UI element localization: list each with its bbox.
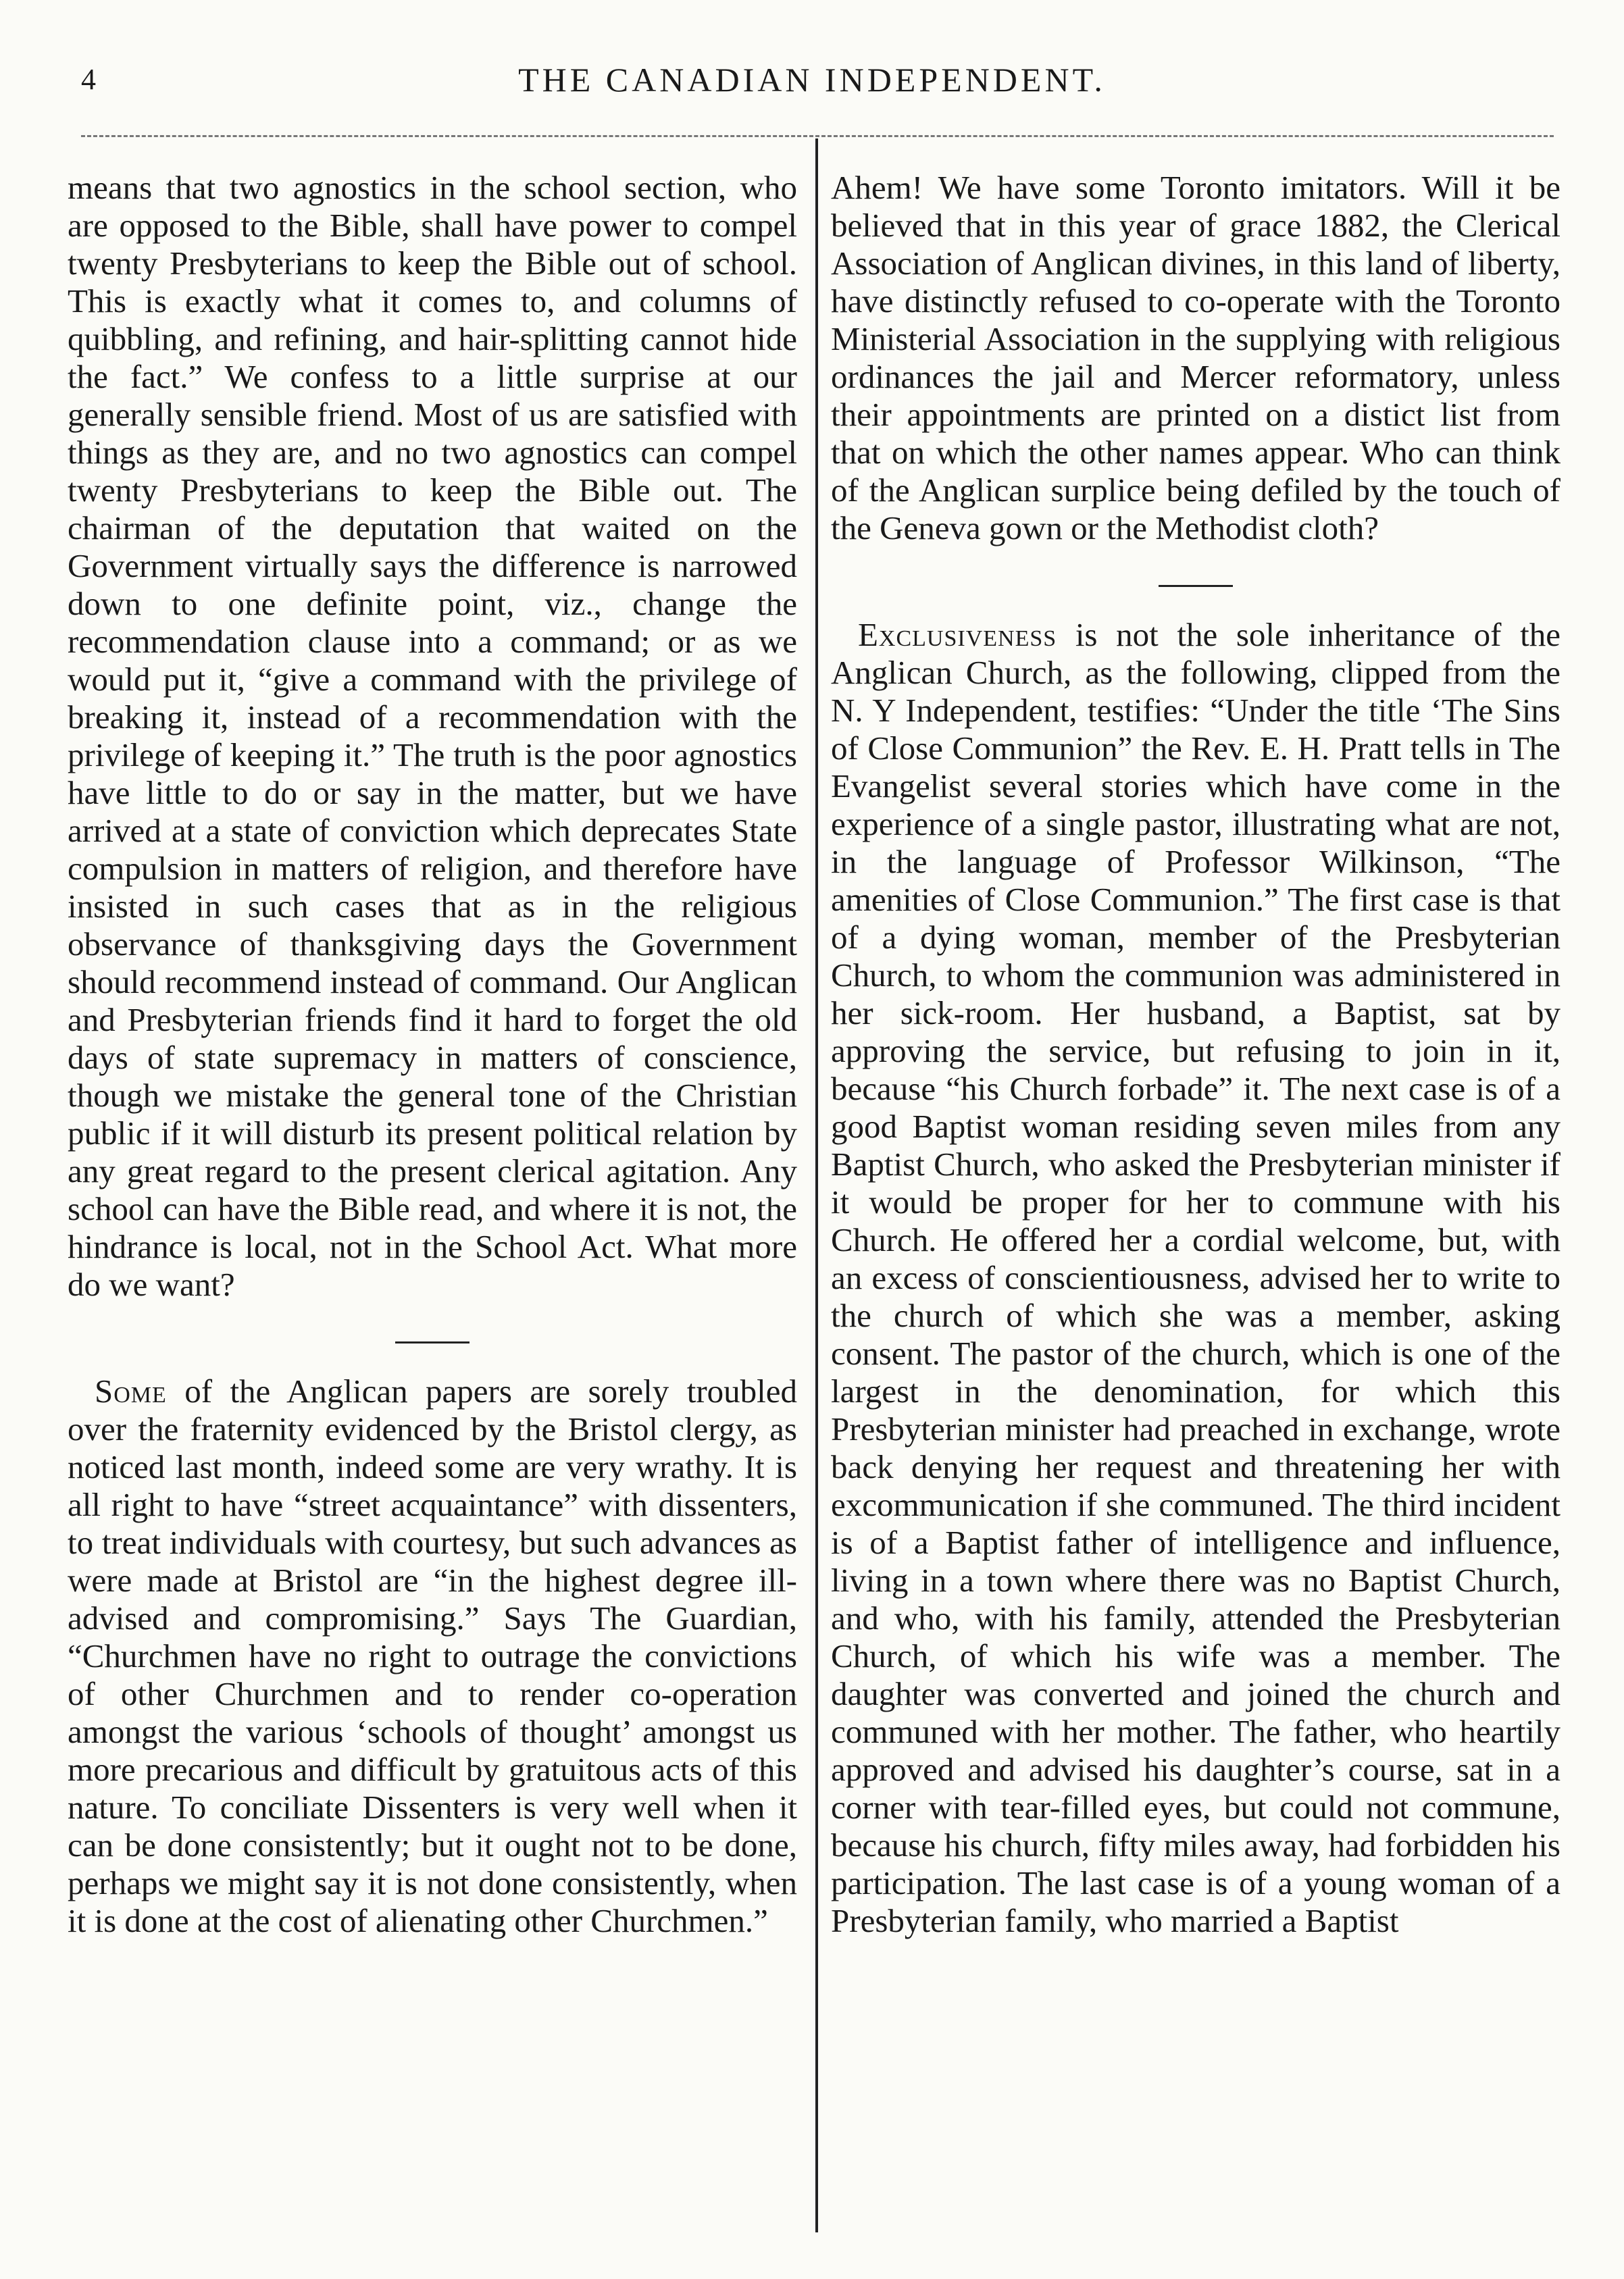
paragraph-body: is not the sole inheritance of the Anglican Church, as the following, clipped from the N. Y Independent, testifies: “Under the title ‘The Sins of Close Communion” the Rev. E. H. Pratt tells in The Evangelist several stories which have come in the experience of a single pastor, illustrating what are not, in the language of Professor Wilkinson, “The amenities of Close Communion.” The first case is that of a dying woman, member of the Presbyterian Church, to whom the communion was administered in her sick-room. Her husband, a Baptist, sat by approving the service, but refusing to join in it, because “his Church forbade” it. The next case is of a good Baptist woman residing seven miles from any Baptist Church, who asked the Presbyterian minister if it would be proper for her to commune with his Church. He offered her a cordial welcome, but, with an excess of conscientiousness, advised her to write to the church of which she was a member, asking consent. The pastor of the church, which is one of the largest in the denomination, for which this Presbyterian minister had preached in exchange, wrote back denying her request and threatening her with excommunication if she communed. The third incident is of a Baptist father of intelligence and influence, living in a town where there was no Baptist Church, and who, with his family, attended the Presbyterian Church, of which his wife was a member. The daughter was converted and joined the church and communed with her mother. The father, who heartily approved and advised his daughter’s course, sat in a corner with tear-filled eyes, but could not commune, because his church, fifty miles away, had forbidden his participation. The last case is of a young woman of a Presbyterian family, who married a Baptist: [831, 616, 1560, 1939]
section-separator: [831, 555, 1560, 616]
left-column: [68, 169, 797, 1940]
paragraph-lead-word: Some: [95, 1373, 167, 1410]
page-number: 4: [81, 63, 96, 96]
left-paragraph-anglican-papers: [68, 1373, 797, 1940]
paragraph-lead-word: Exclusiveness: [858, 616, 1057, 653]
right-column: [831, 169, 1560, 1940]
right-paragraph-toronto-imitators: Ahem! We have some Toronto imitators. Will it be believed that in this year of grace 1882, the Clerical Association of Anglican divines, in this land of liberty, have distinctly refused to co-operate with the Toronto Ministerial Association in the supplying with religious ordinances the jail and Mercer reformatory, unless their appointments are printed on a distict list from that on which the other names appear. Who can think of the Anglican surplice being defiled by the touch of the Geneva gown or the Methodist cloth?: [831, 169, 1560, 546]
page-header: [0, 59, 1624, 107]
header-rule: [81, 135, 1554, 137]
paragraph-body: of the Anglican papers are sorely troubled over the fraternity evidenced by the Bristol clergy, as noticed last month, indeed some are very wrathy. It is all right to have “street acquaintance” with dissenters, to treat individuals with courtesy, but such advances as were made at Bristol are “in the highest degree ill-advised and compromising.” Says The Guardian, “Churchmen have no right to outrage the convictions of other Churchmen and to render co-operation amongst the various ‘schools of thought’ amongst us more precarious and difficult by gratuitous acts of this nature. To conciliate Dissenters is very well when it can be done consistently; but it ought not to be done, perhaps we might say it is not done consistently, when it is done at the cost of alienating other Churchmen.”: [68, 1373, 797, 1939]
column-divider: [815, 138, 818, 2232]
section-separator: [68, 1312, 797, 1373]
left-paragraph-school-act: means that two agnostics in the school section, who are opposed to the Bible, shall have power to compel twenty Presbyterians to keep the Bible out of school. This is exactly what it comes to, and columns of quibbling, and refining, and hair-splitting cannot hide the fact.” We confess to a little surprise at our generally sensible friend. Most of us are satisfied with things as they are, and no two agnostics can compel twenty Presbyterians to keep the Bible out. The chairman of the deputation that waited on the Government virtually says the difference is narrowed down to one definite point, viz., change the recommendation clause into a command; or as we would put it, “give a command with the privilege of breaking it, instead of a recommendation with the privilege of keeping it.” The truth is the poor agnostics have little to do or say in the matter, but we have arrived at a state of conviction which deprecates State compulsion in matters of religion, and therefore have insisted in such cases that as in the religious observance of thanksgiving days the Government should recommend instead of command. Our Anglican and Presbyterian friends find it hard to forget the old days of state supremacy in matters of conscience, though we mistake the general tone of the Christian public if it will disturb its present political relation by any great regard to the present clerical agitation. Any school can have the Bible read, and where it is not, the hindrance is local, not in the School Act. What more do we want?: [68, 169, 797, 1303]
right-paragraph-exclusiveness: [831, 616, 1560, 1940]
running-title: THE CANADIAN INDEPENDENT.: [518, 61, 1106, 99]
